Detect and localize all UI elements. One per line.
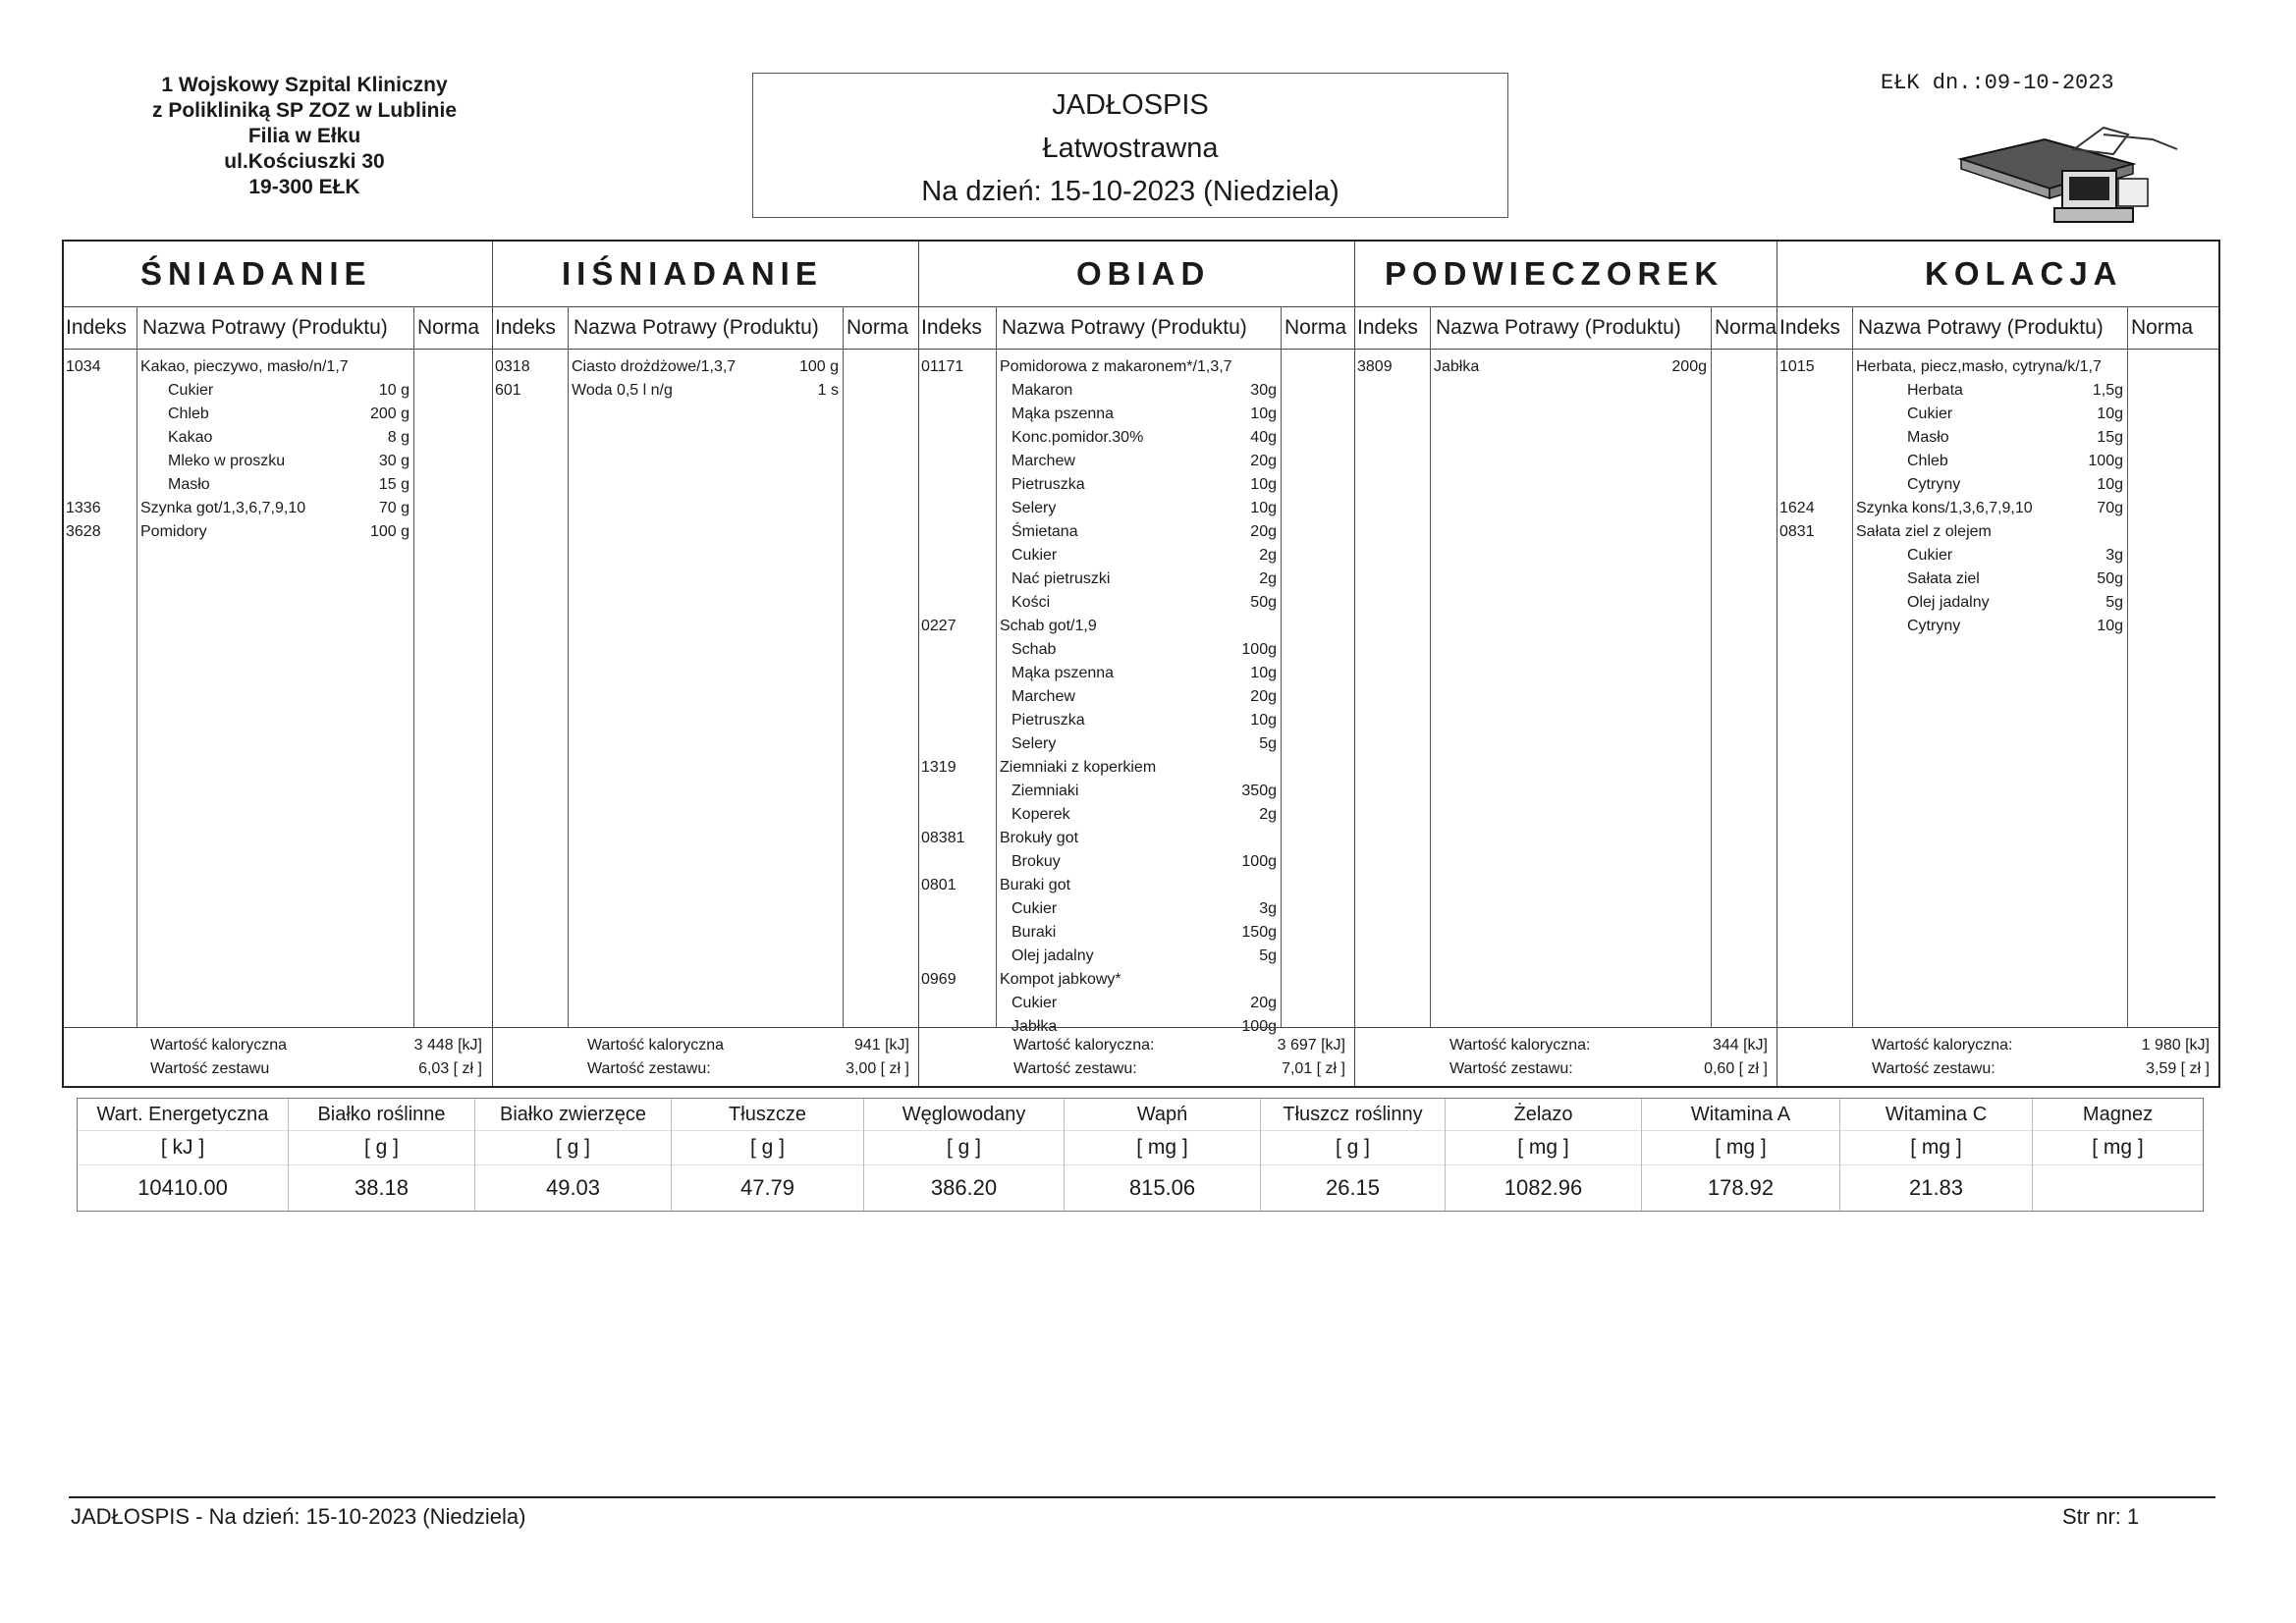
nutrient-value: 1082.96 xyxy=(1446,1164,1641,1211)
ingredient-name: Ziemniaki xyxy=(1011,783,1079,799)
item-norma: 3g xyxy=(1259,900,1277,917)
cost-value: 3,00 [ zł ] xyxy=(846,1060,909,1077)
header-index: Indeks xyxy=(66,316,127,339)
nutrient-unit: [ kJ ] xyxy=(78,1130,288,1164)
nutrient-value: 10410.00 xyxy=(78,1164,288,1211)
item-norma: 5g xyxy=(2105,594,2123,611)
meal-column-5 xyxy=(1777,242,2218,1086)
dish-name: Pomidorowa z makaronem*/1,3,7 xyxy=(1000,358,1232,375)
item-norma: 50g xyxy=(1250,594,1277,611)
item-norma: 3g xyxy=(2105,547,2123,564)
nutrient-label: Wapń xyxy=(1136,1104,1188,1125)
dish-name: Buraki got xyxy=(1000,877,1071,893)
book-computer-icon xyxy=(1956,120,2182,228)
column-divider xyxy=(996,306,997,1027)
nutrient-cell xyxy=(863,1099,1064,1211)
header-index: Indeks xyxy=(1357,316,1418,339)
column-divider xyxy=(1852,306,1853,1027)
calorie-label: Wartość kaloryczna xyxy=(150,1037,287,1054)
nutrient-cell xyxy=(474,1099,671,1211)
dish-name: Woda 0,5 l n/g xyxy=(572,382,673,399)
nutrient-label: Witamina C xyxy=(1885,1104,1988,1125)
ingredient-name: Brokuy xyxy=(1011,853,1061,870)
meal-summary xyxy=(493,1027,918,1086)
nutrient-value: 47.79 xyxy=(672,1164,863,1211)
nutrient-value: 21.83 xyxy=(1840,1164,2032,1211)
cost-value: 6,03 [ zł ] xyxy=(418,1060,482,1077)
header-norma: Norma xyxy=(847,316,909,339)
meal-summary xyxy=(919,1027,1354,1086)
calorie-label: Wartość kaloryczna: xyxy=(1449,1037,1591,1054)
ingredient-name: Kakao xyxy=(168,429,213,446)
ingredient-name: Koperek xyxy=(1011,806,1070,823)
ingredient-name: Cytryny xyxy=(1907,476,1961,493)
calorie-value: 3 697 [kJ] xyxy=(1277,1037,1345,1054)
ingredient-name: Chleb xyxy=(168,406,209,422)
column-divider xyxy=(1430,306,1431,1027)
nutrient-value: 178.92 xyxy=(1642,1164,1839,1211)
item-norma: 15g xyxy=(2097,429,2123,446)
meal-summary xyxy=(64,1027,492,1086)
nutrient-value: 38.18 xyxy=(289,1164,474,1211)
item-index: 1336 xyxy=(66,500,101,516)
menu-date: Na dzień: 15-10-2023 (Niedziela) xyxy=(921,176,1339,207)
calorie-label: Wartość kaloryczna: xyxy=(1872,1037,2013,1054)
item-index: 01171 xyxy=(921,358,964,375)
item-norma: 5g xyxy=(1259,735,1277,752)
ingredient-name: Pietruszka xyxy=(1011,712,1085,729)
item-index: 0969 xyxy=(921,971,957,988)
ingredient-name: Marchew xyxy=(1011,688,1075,705)
calorie-value: 3 448 [kJ] xyxy=(413,1037,482,1054)
item-norma: 2g xyxy=(1259,547,1277,564)
item-norma: 100g xyxy=(2088,453,2123,469)
dish-name: Kompot jabkowy* xyxy=(1000,971,1121,988)
item-index: 08381 xyxy=(921,830,965,846)
ingredient-name: Olej jadalny xyxy=(1907,594,1990,611)
cost-label: Wartość zestawu xyxy=(150,1060,270,1077)
ingredient-name: Cukier xyxy=(1011,995,1058,1011)
nutrient-label: Żelazo xyxy=(1513,1104,1573,1125)
column-header xyxy=(1355,306,1777,350)
item-index: 0801 xyxy=(921,877,957,893)
nutrient-label: Tłuszcz roślinny xyxy=(1283,1104,1423,1125)
nutrient-value: 386.20 xyxy=(864,1164,1064,1211)
nutrient-value: 49.03 xyxy=(475,1164,671,1211)
item-index: 1624 xyxy=(1779,500,1815,516)
nutrient-unit: [ mg ] xyxy=(2033,1130,2203,1164)
hospital-line: z Polikliniką SP ZOZ w Lublinie xyxy=(152,99,457,122)
dish-name: Herbata, piecz,masło, cytryna/k/1,7 xyxy=(1856,358,2102,375)
footer-title: JADŁOSPIS - Na dzień: 15-10-2023 (Niedziela) xyxy=(71,1504,526,1529)
nutrient-value: 815.06 xyxy=(1065,1164,1260,1211)
column-divider xyxy=(2127,306,2128,1027)
nutrient-cell xyxy=(1839,1099,2032,1211)
nutrient-cell xyxy=(1641,1099,1839,1211)
column-divider xyxy=(1281,306,1282,1027)
nutrient-label: Tłuszcze xyxy=(729,1104,806,1125)
item-norma: 350g xyxy=(1241,783,1277,799)
column-divider xyxy=(568,306,569,1027)
column-divider xyxy=(843,306,844,1027)
item-norma: 100 g xyxy=(369,523,410,540)
meal-column-2 xyxy=(492,242,918,1086)
column-header xyxy=(64,306,492,350)
ingredient-name: Cukier xyxy=(1011,547,1058,564)
nutrient-unit: [ mg ] xyxy=(1642,1130,1839,1164)
item-norma: 20g xyxy=(1250,523,1277,540)
calorie-value: 344 [kJ] xyxy=(1712,1037,1768,1054)
item-norma: 70 g xyxy=(378,500,410,516)
nutrient-cell xyxy=(2032,1099,2203,1211)
header-norma: Norma xyxy=(2131,316,2194,339)
nutrient-unit: [ mg ] xyxy=(1840,1130,2032,1164)
nutrient-value xyxy=(2033,1164,2203,1211)
item-norma: 5g xyxy=(1259,947,1277,964)
header-index: Indeks xyxy=(921,316,982,339)
item-norma: 15 g xyxy=(378,476,410,493)
meal-title: PODWIECZOREK xyxy=(1385,255,1724,292)
item-norma: 50g xyxy=(2097,570,2123,587)
ingredient-name: Cukier xyxy=(168,382,214,399)
item-norma: 2g xyxy=(1259,806,1277,823)
nutrient-cell xyxy=(1064,1099,1260,1211)
header-name: Nazwa Potrawy (Produktu) xyxy=(1436,316,1681,339)
item-norma: 30g xyxy=(1250,382,1277,399)
dish-name: Brokuły got xyxy=(1000,830,1079,846)
ingredient-name: Makaron xyxy=(1011,382,1073,399)
nutrient-unit: [ g ] xyxy=(672,1130,863,1164)
ingredient-name: Olej jadalny xyxy=(1011,947,1094,964)
title-box xyxy=(752,73,1508,218)
nutrient-cell xyxy=(78,1099,288,1211)
nutrient-cell xyxy=(1260,1099,1445,1211)
hospital-line: 19-300 EŁK xyxy=(248,176,360,198)
ingredient-name: Cukier xyxy=(1011,900,1058,917)
page-number: Str nr: 1 xyxy=(2062,1504,2140,1529)
item-norma: 10g xyxy=(1250,665,1277,681)
diet-name: Łatwostrawna xyxy=(1042,133,1219,164)
dish-name: Szynka got/1,3,6,7,9,10 xyxy=(140,500,306,516)
header-name: Nazwa Potrawy (Produktu) xyxy=(142,316,388,339)
ingredient-name: Kości xyxy=(1011,594,1051,611)
item-index: 1319 xyxy=(921,759,957,776)
item-norma: 40g xyxy=(1250,429,1277,446)
nutrient-unit: [ g ] xyxy=(1261,1130,1445,1164)
nutrient-unit: [ g ] xyxy=(289,1130,474,1164)
column-divider xyxy=(1711,306,1712,1027)
column-header xyxy=(919,306,1354,350)
nutrient-unit: [ mg ] xyxy=(1065,1130,1260,1164)
item-norma: 20g xyxy=(1250,688,1277,705)
nutrient-label: Magnez xyxy=(2082,1104,2154,1125)
item-index: 1015 xyxy=(1779,358,1815,375)
calorie-label: Wartość kaloryczna: xyxy=(1013,1037,1155,1054)
ingredient-name: Cukier xyxy=(1907,547,1953,564)
nutrient-label: Witamina A xyxy=(1690,1104,1791,1125)
hospital-line: Filia w Ełku xyxy=(247,125,361,147)
nutrient-unit: [ g ] xyxy=(475,1130,671,1164)
ingredient-name: Marchew xyxy=(1011,453,1075,469)
item-norma: 1,5g xyxy=(2092,382,2123,399)
item-norma: 20g xyxy=(1250,453,1277,469)
nutrient-label: Wart. Energetyczna xyxy=(96,1104,269,1125)
item-norma: 100g xyxy=(1241,853,1277,870)
item-norma: 10g xyxy=(1250,500,1277,516)
nutrient-unit: [ g ] xyxy=(864,1130,1064,1164)
hospital-line: 1 Wojskowy Szpital Kliniczny xyxy=(161,74,448,96)
hospital-address xyxy=(118,73,491,200)
item-index: 3809 xyxy=(1357,358,1393,375)
header-index: Indeks xyxy=(495,316,556,339)
ingredient-name: Masło xyxy=(1907,429,1949,446)
meal-title: KOLACJA xyxy=(1925,255,2123,292)
item-index: 1034 xyxy=(66,358,101,375)
dish-name: Szynka kons/1,3,6,7,9,10 xyxy=(1856,500,2033,516)
meal-column-3 xyxy=(918,242,1354,1086)
issue-date: EŁK dn.:09-10-2023 xyxy=(1881,71,2114,95)
hospital-line: ul.Kościuszki 30 xyxy=(224,150,385,173)
nutrient-label: Białko zwierzęce xyxy=(500,1104,646,1125)
header-name: Nazwa Potrawy (Produktu) xyxy=(574,316,819,339)
nutrition-table xyxy=(77,1098,2204,1212)
dish-name: Jabłka xyxy=(1434,358,1480,375)
item-norma: 100 g xyxy=(798,358,839,375)
cost-value: 7,01 [ zł ] xyxy=(1282,1060,1345,1077)
ingredient-name: Pietruszka xyxy=(1011,476,1085,493)
item-norma: 10g xyxy=(1250,712,1277,729)
item-norma: 30 g xyxy=(378,453,410,469)
item-norma: 200 g xyxy=(369,406,410,422)
nutrient-cell xyxy=(671,1099,863,1211)
ingredient-name: Selery xyxy=(1011,735,1057,752)
cost-label: Wartość zestawu: xyxy=(1013,1060,1137,1077)
nutrient-label: Białko roślinne xyxy=(317,1104,446,1125)
item-norma: 10 g xyxy=(378,382,410,399)
item-index: 601 xyxy=(495,382,521,399)
cost-label: Wartość zestawu: xyxy=(1872,1060,1995,1077)
meal-summary xyxy=(1355,1027,1777,1086)
item-norma: 2g xyxy=(1259,570,1277,587)
item-norma: 10g xyxy=(2097,618,2123,634)
nutrient-value: 26.15 xyxy=(1261,1164,1445,1211)
ingredient-name: Mleko w proszku xyxy=(168,453,286,469)
header-name: Nazwa Potrawy (Produktu) xyxy=(1858,316,2104,339)
cost-label: Wartość zestawu: xyxy=(587,1060,711,1077)
header-norma: Norma xyxy=(1285,316,1347,339)
meal-title: OBIAD xyxy=(1076,255,1211,292)
ingredient-name: Śmietana xyxy=(1011,523,1078,540)
item-norma: 10g xyxy=(2097,476,2123,493)
item-index: 0831 xyxy=(1779,523,1815,540)
ingredient-name: Schab xyxy=(1011,641,1057,658)
ingredient-name: Cukier xyxy=(1907,406,1953,422)
page-title: JADŁOSPIS xyxy=(1052,89,1209,121)
item-norma: 10g xyxy=(1250,406,1277,422)
menu-table xyxy=(62,240,2220,1088)
calorie-value: 1 980 [kJ] xyxy=(2141,1037,2210,1054)
ingredient-name: Sałata ziel xyxy=(1907,570,1980,587)
ingredient-name: Buraki xyxy=(1011,924,1057,941)
nutrient-cell xyxy=(288,1099,474,1211)
nutrient-unit: [ mg ] xyxy=(1446,1130,1641,1164)
meal-summary xyxy=(1777,1027,2218,1086)
calorie-label: Wartość kaloryczna xyxy=(587,1037,724,1054)
ingredient-name: Konc.pomidor.30% xyxy=(1011,429,1144,446)
item-norma: 10g xyxy=(1250,476,1277,493)
header-index: Indeks xyxy=(1779,316,1840,339)
meal-title: ŚNIADANIE xyxy=(140,255,372,292)
meal-column-4 xyxy=(1354,242,1777,1086)
column-header xyxy=(1777,306,2218,350)
dish-name: Ziemniaki z koperkiem xyxy=(1000,759,1157,776)
item-index: 0227 xyxy=(921,618,957,634)
item-index: 3628 xyxy=(66,523,101,540)
cost-value: 0,60 [ zł ] xyxy=(1704,1060,1768,1077)
ingredient-name: Herbata xyxy=(1907,382,1963,399)
item-norma: 150g xyxy=(1241,924,1277,941)
ingredient-name: Mąka pszenna xyxy=(1011,406,1115,422)
item-norma: 100g xyxy=(1241,641,1277,658)
calorie-value: 941 [kJ] xyxy=(853,1037,909,1054)
ingredient-name: Masło xyxy=(168,476,210,493)
item-norma: 8 g xyxy=(387,429,410,446)
cost-value: 3,59 [ zł ] xyxy=(2146,1060,2210,1077)
ingredient-name: Nać pietruszki xyxy=(1011,570,1111,587)
ingredient-name: Chleb xyxy=(1907,453,1948,469)
item-norma: 200g xyxy=(1671,358,1707,375)
dish-name: Kakao, pieczywo, masło/n/1,7 xyxy=(140,358,349,375)
cost-label: Wartość zestawu: xyxy=(1449,1060,1573,1077)
item-norma: 1 s xyxy=(817,382,839,399)
item-norma: 100g xyxy=(1241,1018,1277,1035)
item-norma: 10g xyxy=(2097,406,2123,422)
dish-name: Pomidory xyxy=(140,523,207,540)
meal-title: IIŚNIADANIE xyxy=(562,255,823,292)
dish-name: Schab got/1,9 xyxy=(1000,618,1097,634)
item-index: 0318 xyxy=(495,358,530,375)
ingredient-name: Mąka pszenna xyxy=(1011,665,1115,681)
ingredient-name: Jabłka xyxy=(1011,1018,1058,1035)
nutrient-label: Węglowodany xyxy=(902,1104,1026,1125)
dish-name: Ciasto drożdżowe/1,3,7 xyxy=(572,358,737,375)
ingredient-name: Selery xyxy=(1011,500,1057,516)
header-norma: Norma xyxy=(417,316,480,339)
dish-name: Sałata ziel z olejem xyxy=(1856,523,1992,540)
item-norma: 20g xyxy=(1250,995,1277,1011)
column-header xyxy=(493,306,918,350)
footer-divider xyxy=(69,1496,2215,1498)
meal-column-1 xyxy=(64,242,492,1086)
column-divider xyxy=(413,306,414,1027)
ingredient-name: Cytryny xyxy=(1907,618,1961,634)
header-name: Nazwa Potrawy (Produktu) xyxy=(1002,316,1247,339)
nutrient-cell xyxy=(1445,1099,1641,1211)
item-norma: 70g xyxy=(2097,500,2123,516)
header-norma: Norma xyxy=(1715,316,1777,339)
